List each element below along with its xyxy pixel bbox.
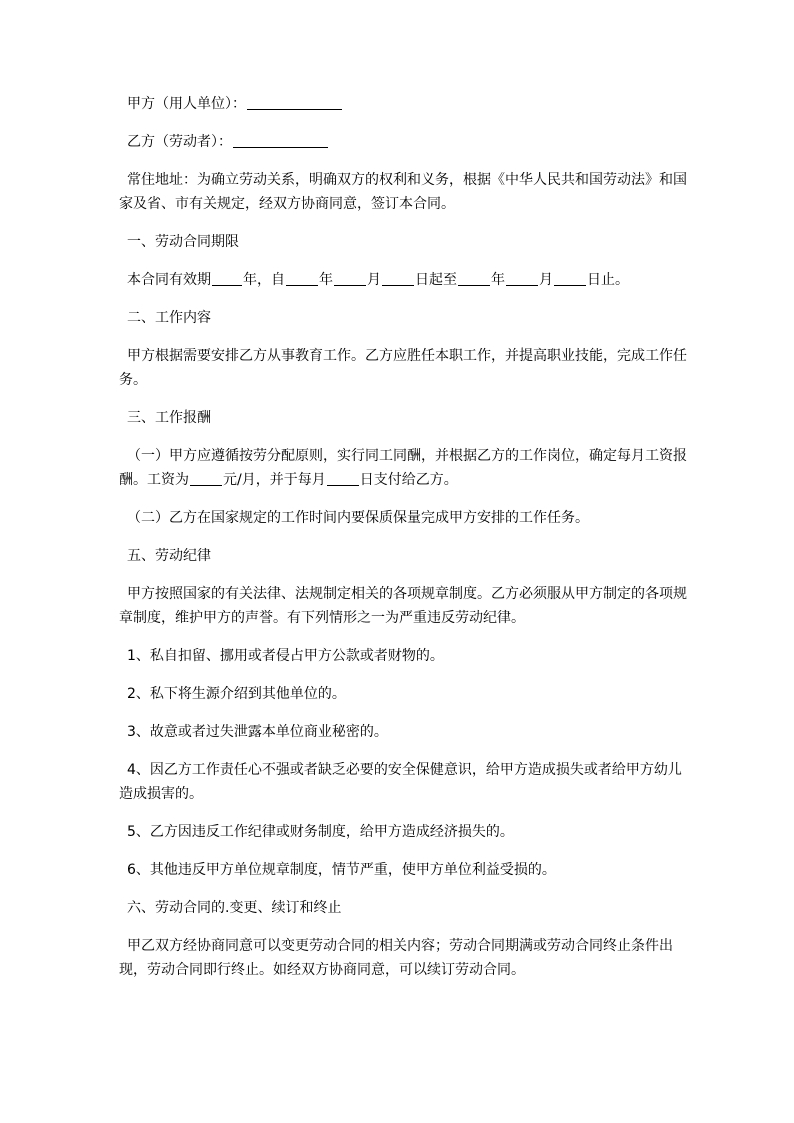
party-a-blank [247,93,342,110]
term-blank-years [212,269,242,286]
term-text-3: 年 [319,272,333,288]
term-blank-end-year [458,269,490,286]
section-6-paragraph: 甲乙双方经协商同意可以变更劳动合同的相关内容；劳动合同期满或劳动合同终止条件出现，劳动合同即行终止。如经双方协商同意，可以续订劳动合同。 [119,938,673,978]
party-a-label: 甲方（用人单位）： [127,96,246,112]
party-b-line [119,130,694,154]
party-b-blank [233,131,328,148]
pay-blank-amount [190,469,222,486]
pay-text-1: （一）甲方应遵循按劳分配原则，实行同工同酬，并根据乙方的工作岗位，确定每月工资报酬。工资为 [119,448,687,488]
list-item: 1、私自扣留、挪用或者侵占甲方公款或者财物的。 [127,648,444,664]
section-6-title: 六、劳动合同的.变更、续订和终止 [127,900,342,916]
party-a-line [119,92,694,116]
term-text-4: 月 [367,272,381,288]
section-3-item-2: （二）乙方在国家规定的工作时间内要保质保量完成甲方安排的工作任务。 [127,510,589,526]
pay-paragraph [119,444,694,492]
term-blank-start-month [334,269,366,286]
term-text-5: 日起至 [415,272,457,288]
pay-text-3: 日支付给乙方。 [359,472,458,488]
list-item: 3、故意或者过失泄露本单位商业秘密的。 [127,724,388,740]
term-blank-start-day [382,269,414,286]
address-paragraph: 常住地址：为确立劳动关系，明确双方的权利和义务，根据《中华人民共和国劳动法》和国家及省、市有关规定，经双方协商同意，签订本合同。 [119,172,687,212]
term-blank-end-day [554,269,586,286]
term-text-8: 日止。 [587,272,629,288]
section-5-paragraph: 甲方按照国家的有关法律、法规制定相关的各项规章制度。乙方必须服从甲方制定的各项规章制度，维护甲方的声誉。有下列情形之一为严重违反劳动纪律。 [119,586,687,626]
term-text-6: 年 [491,272,505,288]
pay-text-2: 元/月，并于每月 [223,472,326,488]
section-2-paragraph: 甲方根据需要安排乙方从事教育工作。乙方应胜任本职工作，并提高职业技能，完成工作任务。 [119,348,687,388]
list-item: 2、私下将生源介绍到其他单位的。 [127,686,346,702]
term-line [119,268,694,292]
party-b-label: 乙方（劳动者）： [127,134,232,150]
term-blank-end-month [506,269,538,286]
pay-blank-day [327,469,359,486]
term-text-1: 本合同有效期 [127,272,211,288]
section-5-title: 五、劳动纪律 [127,548,211,564]
list-item: 5、乙方因违反工作纪律或财务制度，给甲方造成经济损失的。 [127,824,514,840]
section-3-title: 三、工作报酬 [127,410,211,426]
section-1-title: 一、劳动合同期限 [127,234,239,250]
list-item: 6、其他违反甲方单位规章制度，情节严重，使甲方单位利益受损的。 [127,862,556,878]
term-text-7: 月 [539,272,553,288]
list-item: 4、因乙方工作责任心不强或者缺乏必要的安全保健意识，给甲方造成损失或者给甲方幼儿造成损害的。 [119,762,682,802]
section-2-title: 二、工作内容 [127,310,211,326]
term-text-2: 年，自 [243,272,285,288]
term-blank-start-year [286,269,318,286]
